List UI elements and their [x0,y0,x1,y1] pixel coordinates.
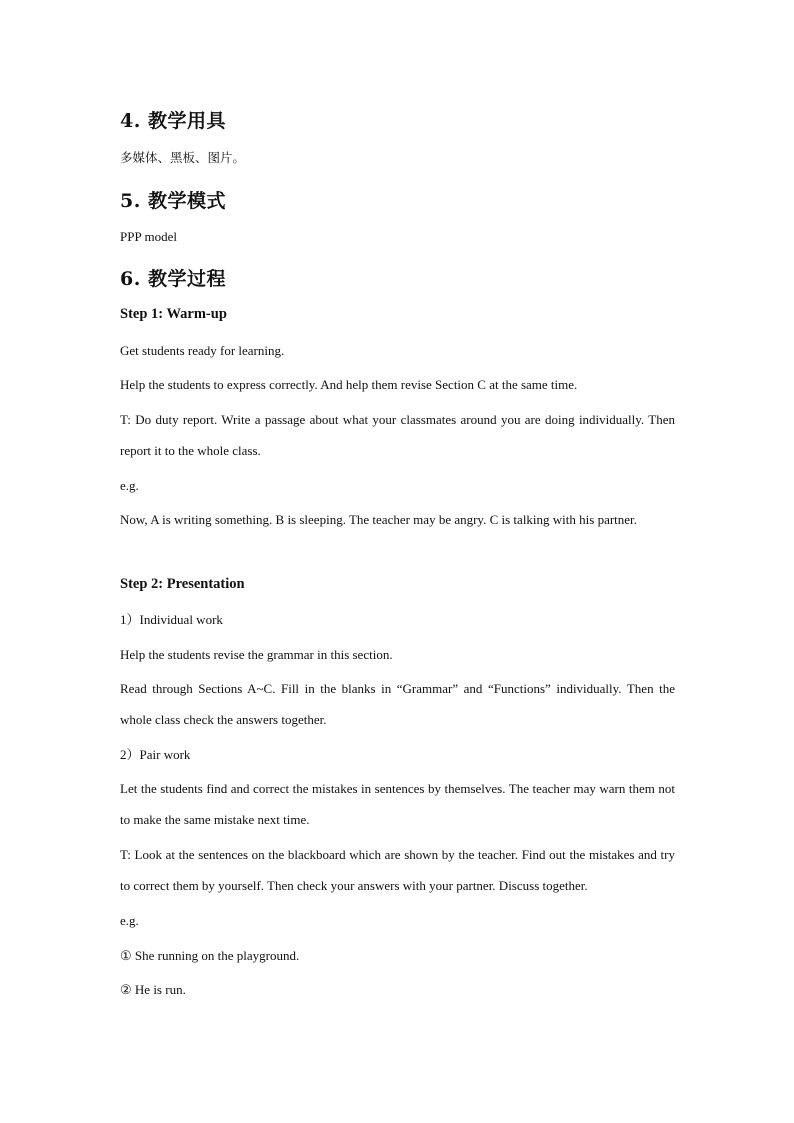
step2-paragraph: T: Look at the sentences on the blackboard which are shown by the teacher. Find out the mistakes and try to correct them by yourself. Then check your answers with your partner. Discuss together. [120,847,675,893]
step2-paragraph: Help the students revise the grammar in this section. [120,647,393,662]
step1-paragraph: Help the students to express correctly. And help them revise Section C at the same time. [120,377,578,392]
example-sentence: ② He is run. [120,982,186,997]
teaching-mode-text: PPP model [120,229,177,244]
step2-paragraph: Read through Sections A~C. Fill in the blanks in “Grammar” and “Functions” individually. Then the whole class check the answers together. [120,681,675,727]
teaching-aids-text: 多媒体、黑板、图片。 [120,150,246,165]
step2-paragraph: Let the students find and correct the mistakes in sentences by themselves. The teacher may warn them not to make the same mistake next time. [120,781,675,827]
step2-list-item: 2）Pair work [120,747,191,762]
step1-paragraph: T: Do duty report. Write a passage about what your classmates around you are doing individually. Then report it to the whole class. [120,412,675,458]
step2-paragraph: e.g. [120,913,139,928]
step1-paragraph: Now, A is writing something. B is sleeping. The teacher may be angry. C is talking with his partner. [120,512,637,527]
step1-paragraph: Get students ready for learning. [120,343,285,358]
example-sentence: ① She running on the playground. [120,948,300,963]
step2-title: Step 2: Presentation [120,576,245,592]
step1-title: Step 1: Warm-up [120,306,227,322]
section-heading-teaching-process: 6. 教学过程 [120,268,226,290]
section-heading-teaching-aids: 4. 教学用具 [120,110,226,132]
section-heading-teaching-mode: 5. 教学模式 [120,190,226,212]
step1-paragraph: e.g. [120,478,139,493]
step2-list-item: 1）Individual work [120,612,223,627]
